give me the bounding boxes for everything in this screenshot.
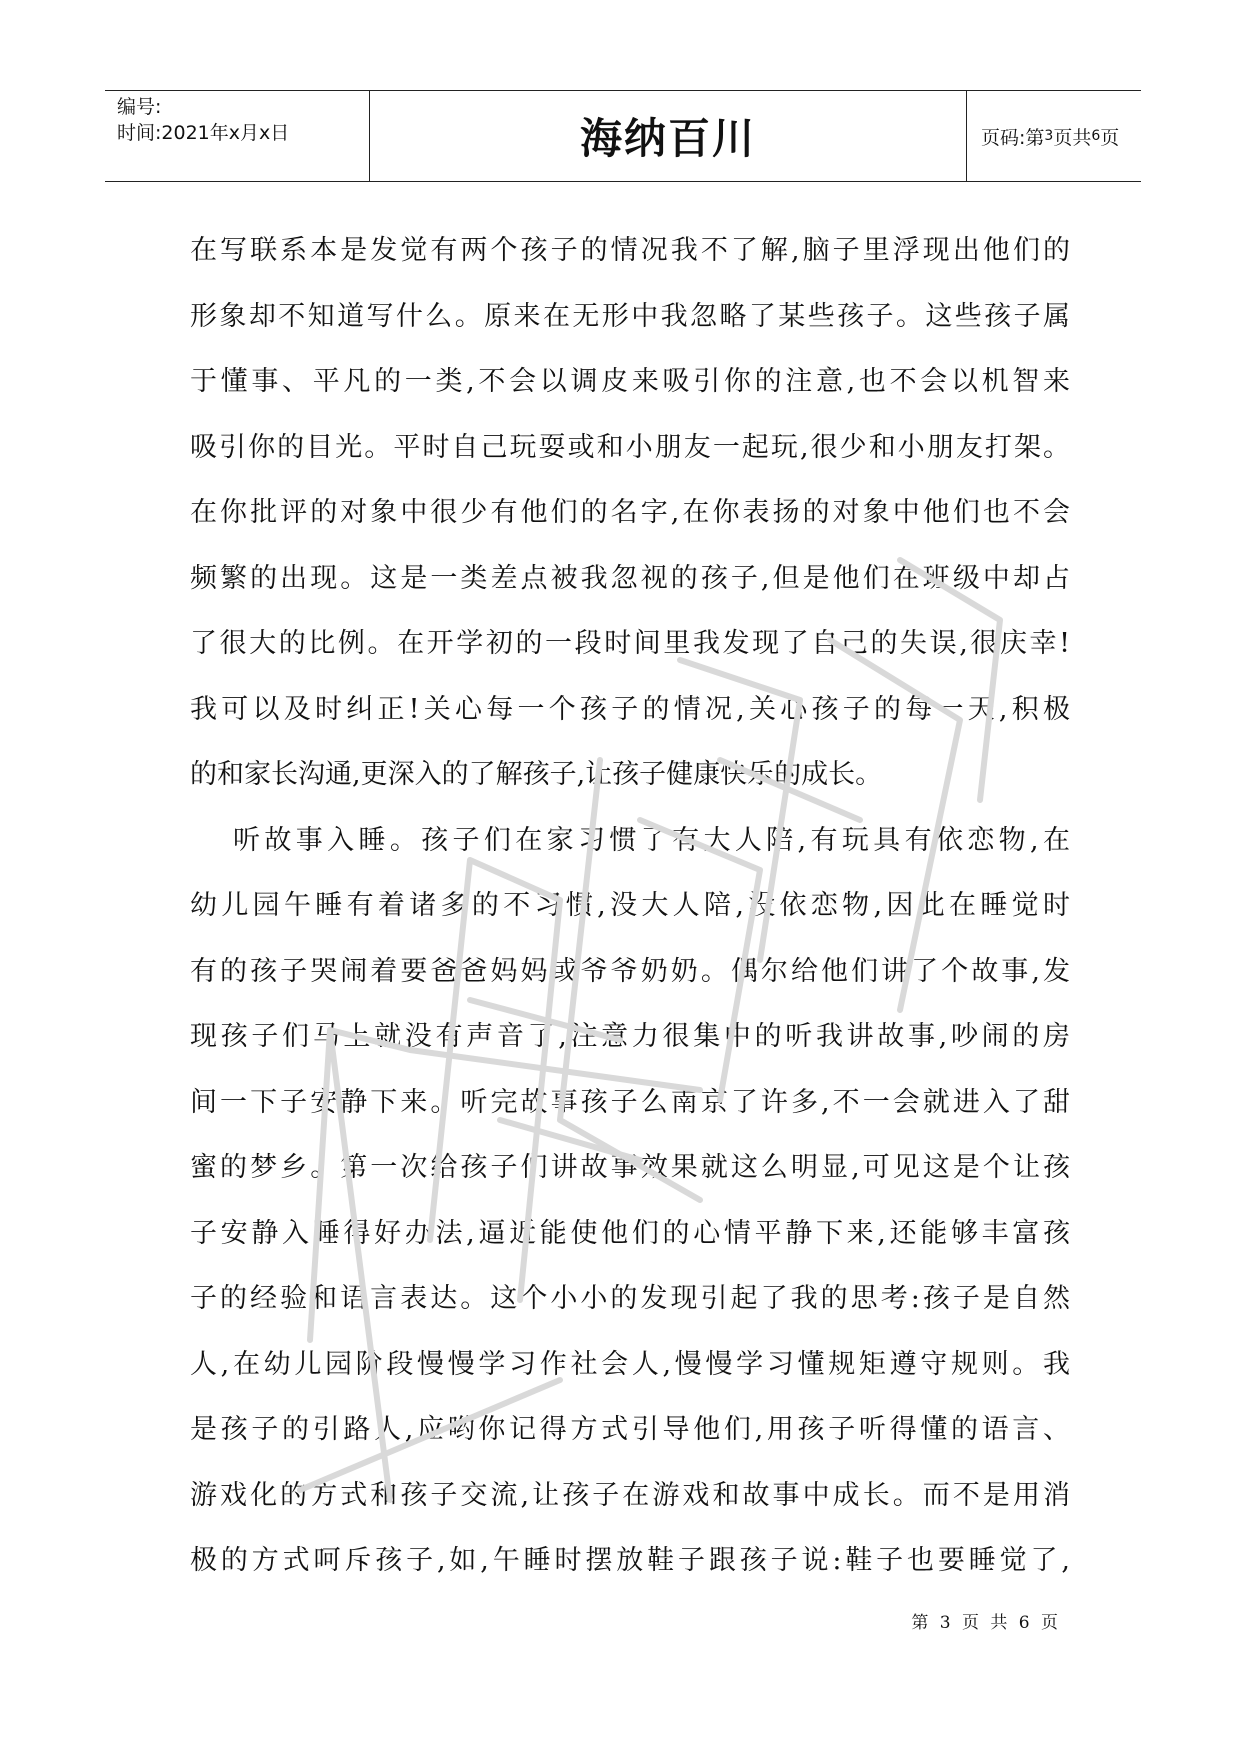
- page-current: 3: [1044, 128, 1054, 144]
- text-line: 吸引你的目光。平时自己玩耍或和小朋友一起玩,很少和小朋友打架。: [190, 431, 1070, 463]
- text-line: 我可以及时纠正!关心每一个孩子的情况,关心孩子的每一天,积极: [190, 693, 1070, 725]
- header-title-cell: [370, 91, 967, 181]
- text-line: 是孩子的引路人,应哟你记得方式引导他们,用孩子听得懂的语言、: [190, 1414, 1070, 1445]
- header-page-cell: [967, 91, 1141, 181]
- page-suffix: 页: [1100, 126, 1120, 149]
- text-line: 有的孩子哭闹着要爸爸妈妈或爷爷奶奶。偶尔给他们讲了个故事,发: [190, 955, 1070, 987]
- text-line: 蜜的梦乡。第一次给孩子们讲故事效果就这么明显,可见这是个让孩: [190, 1152, 1070, 1183]
- page-footer: 第 3 页 共 6 页: [911, 1613, 1061, 1633]
- text-line: 游戏化的方式和孩子交流,让孩子在游戏和故事中成长。而不是用消: [190, 1479, 1070, 1511]
- document-body: [190, 218, 1070, 1594]
- text-line: 现孩子们马上就没有声音了,注意力很集中的听我讲故事,吵闹的房: [190, 1021, 1070, 1052]
- header-meta-cell: [105, 91, 370, 181]
- page-mid: 页共: [1053, 126, 1092, 149]
- text-line: 频繁的出现。这是一类差点被我忽视的孩子,但是他们在班级中却占: [190, 562, 1070, 594]
- document-header: [105, 90, 1141, 182]
- text-line: 间一下子安静下来。听完故事孩子么南京了许多,不一会就进入了甜: [190, 1086, 1070, 1118]
- text-line: 人,在幼儿园阶段慢慢学习作社会人,慢慢学习懂规矩遵守规则。我: [190, 1348, 1070, 1380]
- date-label: 时间:2021年x月x日: [117, 122, 290, 144]
- document-title: 海纳百川: [579, 114, 756, 163]
- page-prefix: 页码:第: [981, 126, 1045, 149]
- text-line: 听故事入睡。孩子们在家习惯了有大人陪,有玩具有依恋物,在: [233, 824, 1070, 856]
- text-line: 于懂事、平凡的一类,不会以调皮来吸引你的注意,也不会以机智来: [190, 366, 1070, 397]
- text-line: 子安静入睡得好办法,逼近能使他们的心情平静下来,还能够丰富孩: [190, 1217, 1070, 1249]
- text-line: 幼儿园午睡有着诸多的不习惯,没大人陪,没依恋物,因此在睡觉时: [190, 890, 1070, 921]
- code-label: 编号:: [117, 96, 162, 118]
- text-line: 在写联系本是发觉有两个孩子的情况我不了解,脑子里浮现出他们的: [190, 235, 1070, 266]
- text-line: 子的经验和语言表达。这个小小的发现引起了我的思考:孩子是自然: [190, 1283, 1070, 1314]
- text-line: 在你批评的对象中很少有他们的名字,在你表扬的对象中他们也不会: [190, 497, 1070, 528]
- paragraph: [190, 218, 1070, 808]
- watermark-text: 严禁复制: [0, 0, 4, 1]
- page-total: 6: [1091, 128, 1101, 144]
- text-line: 极的方式呵斥孩子,如,午睡时摆放鞋子跟孩子说:鞋子也要睡觉了,: [190, 1545, 1070, 1576]
- text-line: 的和家长沟通,更深入的了解孩子,让孩子健康快乐的成长。: [190, 759, 883, 790]
- text-line: 了很大的比例。在开学初的一段时间里我发现了自己的失误,很庆幸!: [190, 628, 1070, 659]
- text-line: 形象却不知道写什么。原来在无形中我忽略了某些孩子。这些孩子属: [190, 300, 1070, 332]
- paragraph: [190, 808, 1070, 1594]
